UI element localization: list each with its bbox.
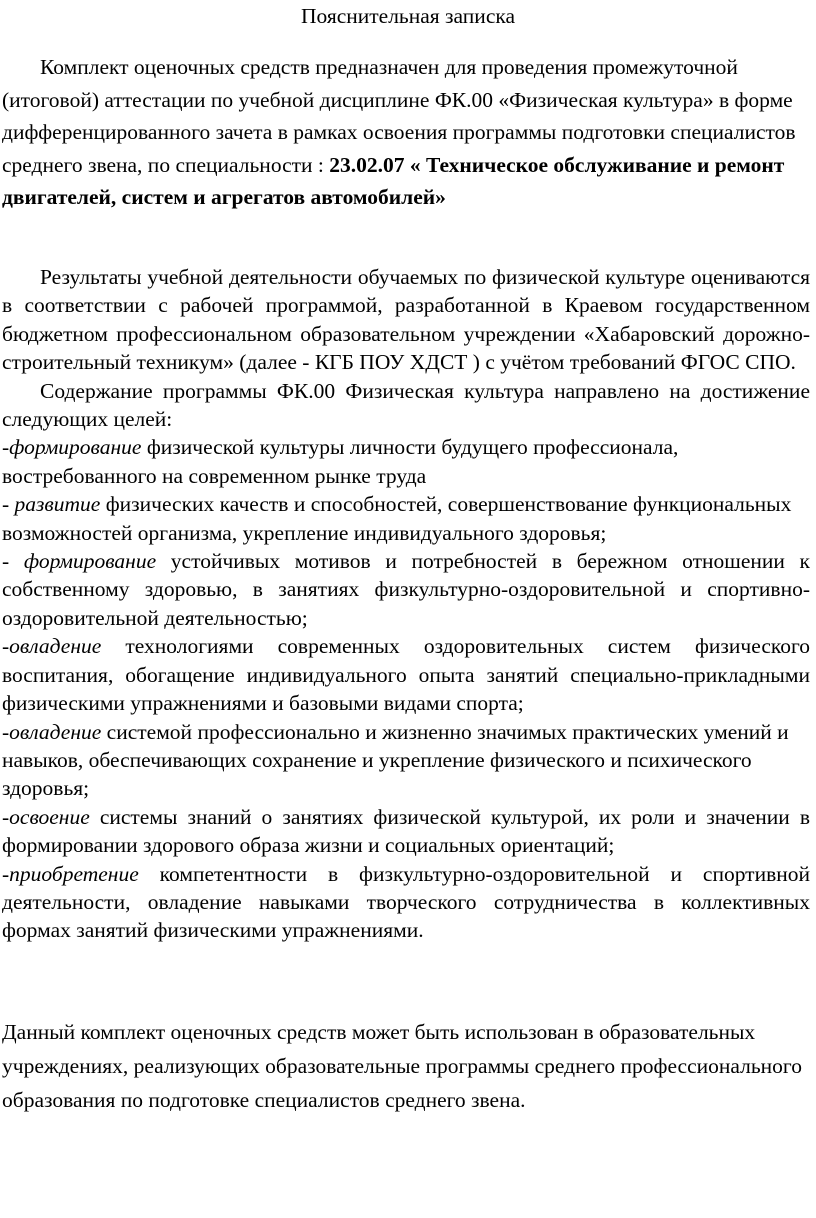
goal-prefix: -: [2, 634, 10, 659]
goal-item: [2, 718, 810, 803]
goal-item: [2, 547, 810, 632]
goal-prefix: -: [2, 804, 10, 829]
goal-text: компетентности в физкультурно-оздоровительной и спортивной деятельности, овладение навыками творческого сотрудничества в коллективных формах занятий физическими упражнениями.: [2, 861, 810, 943]
goal-term: формирование: [23, 549, 157, 574]
goal-prefix: -: [2, 435, 10, 460]
goal-term: приобретение: [9, 861, 139, 886]
results-section: [2, 263, 810, 945]
goal-item: [2, 433, 810, 490]
goal-prefix: -: [2, 861, 10, 886]
closing-section: [2, 1015, 810, 1117]
goal-term: развитие: [14, 492, 101, 517]
goal-term: формирование: [9, 435, 142, 460]
goal-text: технологиями современных оздоровительных систем физического воспитания, обогащение индивидуального опыта занятий специально-прикладными физическими упражнениями и базовыми видами спорта;: [2, 634, 810, 716]
goal-item: [2, 803, 810, 860]
document-title: Пояснительная записка: [300, 4, 516, 28]
goal-text: физической культуры личности будущего профессионала, востребованного на современном рынке труда: [2, 435, 679, 488]
goal-term: овладение: [9, 634, 102, 659]
goal-item: [2, 490, 810, 547]
goal-text: физических качеств и способностей, совершенствование функциональных возможностей организма, укрепление индивидуального здоровья;: [2, 492, 792, 545]
goal-text: системы знаний о занятиях физической культурой, их роли и значении в формировании здорового образа жизни и социальных ориентаций;: [2, 804, 810, 858]
goal-term: освоение: [9, 804, 90, 829]
closing-paragraph: Данный комплект оценочных средств может быть использован в образовательных учреждениях, реализующих образовательные программы среднего профессионального образования по подготовке специалистов среднего звена.: [2, 1020, 802, 1112]
results-paragraph: Результаты учебной деятельности обучаемых по физической культуре оцениваются в соответствии с рабочей программой, разработанной в Краевом государственном бюджетном профессиональном образовательном учреждении «Хабаровский дорожно- строительный техникум» (далее - КГБ ПОУ ХДСТ ) с учётом требований ФГОС СПО.: [2, 265, 810, 375]
goal-prefix: -: [2, 492, 15, 517]
specialty-name: 23.02.07 « Техническое обслуживание и ремонт двигателей, систем и агрегатов автомобилей»: [2, 152, 785, 209]
goal-text: устойчивых мотивов и потребностей в бережном отношении к собственному здоровью, в занятиях физкультурно-оздоровительной и спортивно-оздоровительной деятельностью;: [2, 549, 810, 630]
goal-item: [2, 632, 810, 717]
intro-paragraph: [2, 51, 810, 214]
goal-prefix: -: [2, 719, 10, 744]
goal-term: овладение: [9, 719, 102, 744]
goal-text: системой профессионально и жизненно значимых практических умений и навыков, обеспечивающих сохранение и укрепление физического и психического здоровья;: [2, 719, 789, 801]
intro-text: Комплект оценочных средств предназначен для проведения промежуточной (итоговой) аттестации по учебной дисциплине ФК.00 «Физическая культура» в форме дифференцированного зачета в рамках освоения программы подготовки специалистов среднего звена, по специальности :: [2, 55, 796, 177]
goal-prefix: -: [2, 549, 24, 574]
intro-section: [2, 51, 810, 214]
goal-item: [2, 860, 810, 945]
goals-intro: Содержание программы ФК.00 Физическая культура направлено на достижение следующих целей:: [2, 378, 810, 432]
